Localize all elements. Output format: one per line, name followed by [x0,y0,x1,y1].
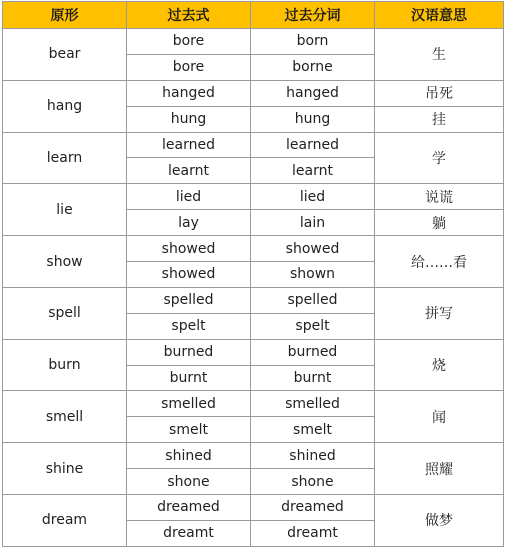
chinese-meaning-cell: 照耀 [375,443,504,495]
past-tense-cell: smelled [127,391,251,417]
table-header [3,2,504,29]
base-form-cell: spell [3,287,127,339]
past-tense-cell: learnt [127,158,251,184]
base-form-cell: learn [3,132,127,184]
past-participle-cell: hanged [251,80,375,106]
table-row [3,29,504,55]
table-row [3,391,504,417]
past-tense-cell: bore [127,54,251,80]
chinese-meaning-cell: 烧 [375,339,504,391]
past-participle-cell: smelled [251,391,375,417]
past-participle-cell: learned [251,132,375,158]
header-past-participle: 过去分词 [251,2,375,29]
table-row [3,132,504,158]
past-participle-cell: smelt [251,417,375,443]
past-tense-cell: lay [127,210,251,236]
past-participle-cell: hung [251,106,375,132]
table-row [3,443,504,469]
past-participle-cell: lain [251,210,375,236]
past-tense-cell: burned [127,339,251,365]
past-tense-cell: spelt [127,313,251,339]
past-participle-cell: shown [251,262,375,288]
past-tense-cell: hung [127,106,251,132]
chinese-meaning-cell: 吊死 [375,80,504,106]
past-participle-cell: burned [251,339,375,365]
header-past-tense: 过去式 [127,2,251,29]
base-form-cell: burn [3,339,127,391]
past-participle-cell: dreamt [251,520,375,546]
chinese-meaning-cell: 生 [375,29,504,81]
chinese-meaning-cell: 拼写 [375,287,504,339]
past-tense-cell: showed [127,236,251,262]
past-participle-cell: shone [251,469,375,495]
past-participle-cell: spelt [251,313,375,339]
chinese-meaning-cell: 说谎 [375,184,504,210]
table-row [3,236,504,262]
header-row [3,2,504,29]
chinese-meaning-cell: 躺 [375,210,504,236]
base-form-cell: hang [3,80,127,132]
table-row [3,339,504,365]
past-tense-cell: dreamed [127,495,251,521]
base-form-cell: smell [3,391,127,443]
past-participle-cell: learnt [251,158,375,184]
past-tense-cell: bore [127,29,251,55]
base-form-cell: lie [3,184,127,236]
base-form-cell: bear [3,29,127,81]
chinese-meaning-cell: 学 [375,132,504,184]
past-tense-cell: shined [127,443,251,469]
chinese-meaning-cell: 做梦 [375,495,504,547]
chinese-meaning-cell: 闻 [375,391,504,443]
table-row [3,287,504,313]
past-tense-cell: spelled [127,287,251,313]
past-tense-cell: showed [127,262,251,288]
past-participle-cell: lied [251,184,375,210]
past-participle-cell: dreamed [251,495,375,521]
past-tense-cell: smelt [127,417,251,443]
chinese-meaning-cell: 给……看 [375,236,504,288]
base-form-cell: shine [3,443,127,495]
chinese-meaning-cell: 挂 [375,106,504,132]
table-row [3,184,504,210]
past-participle-cell: burnt [251,365,375,391]
past-tense-cell: shone [127,469,251,495]
past-participle-cell: shined [251,443,375,469]
past-tense-cell: learned [127,132,251,158]
table-body [3,29,504,547]
past-participle-cell: borne [251,54,375,80]
table-row [3,495,504,521]
past-participle-cell: born [251,29,375,55]
base-form-cell: show [3,236,127,288]
past-participle-cell: spelled [251,287,375,313]
base-form-cell: dream [3,495,127,547]
table-row [3,80,504,106]
verb-forms-table [2,1,504,547]
past-tense-cell: lied [127,184,251,210]
past-tense-cell: burnt [127,365,251,391]
past-participle-cell: showed [251,236,375,262]
header-base-form: 原形 [3,2,127,29]
past-tense-cell: hanged [127,80,251,106]
header-chinese-meaning: 汉语意思 [375,2,504,29]
past-tense-cell: dreamt [127,520,251,546]
